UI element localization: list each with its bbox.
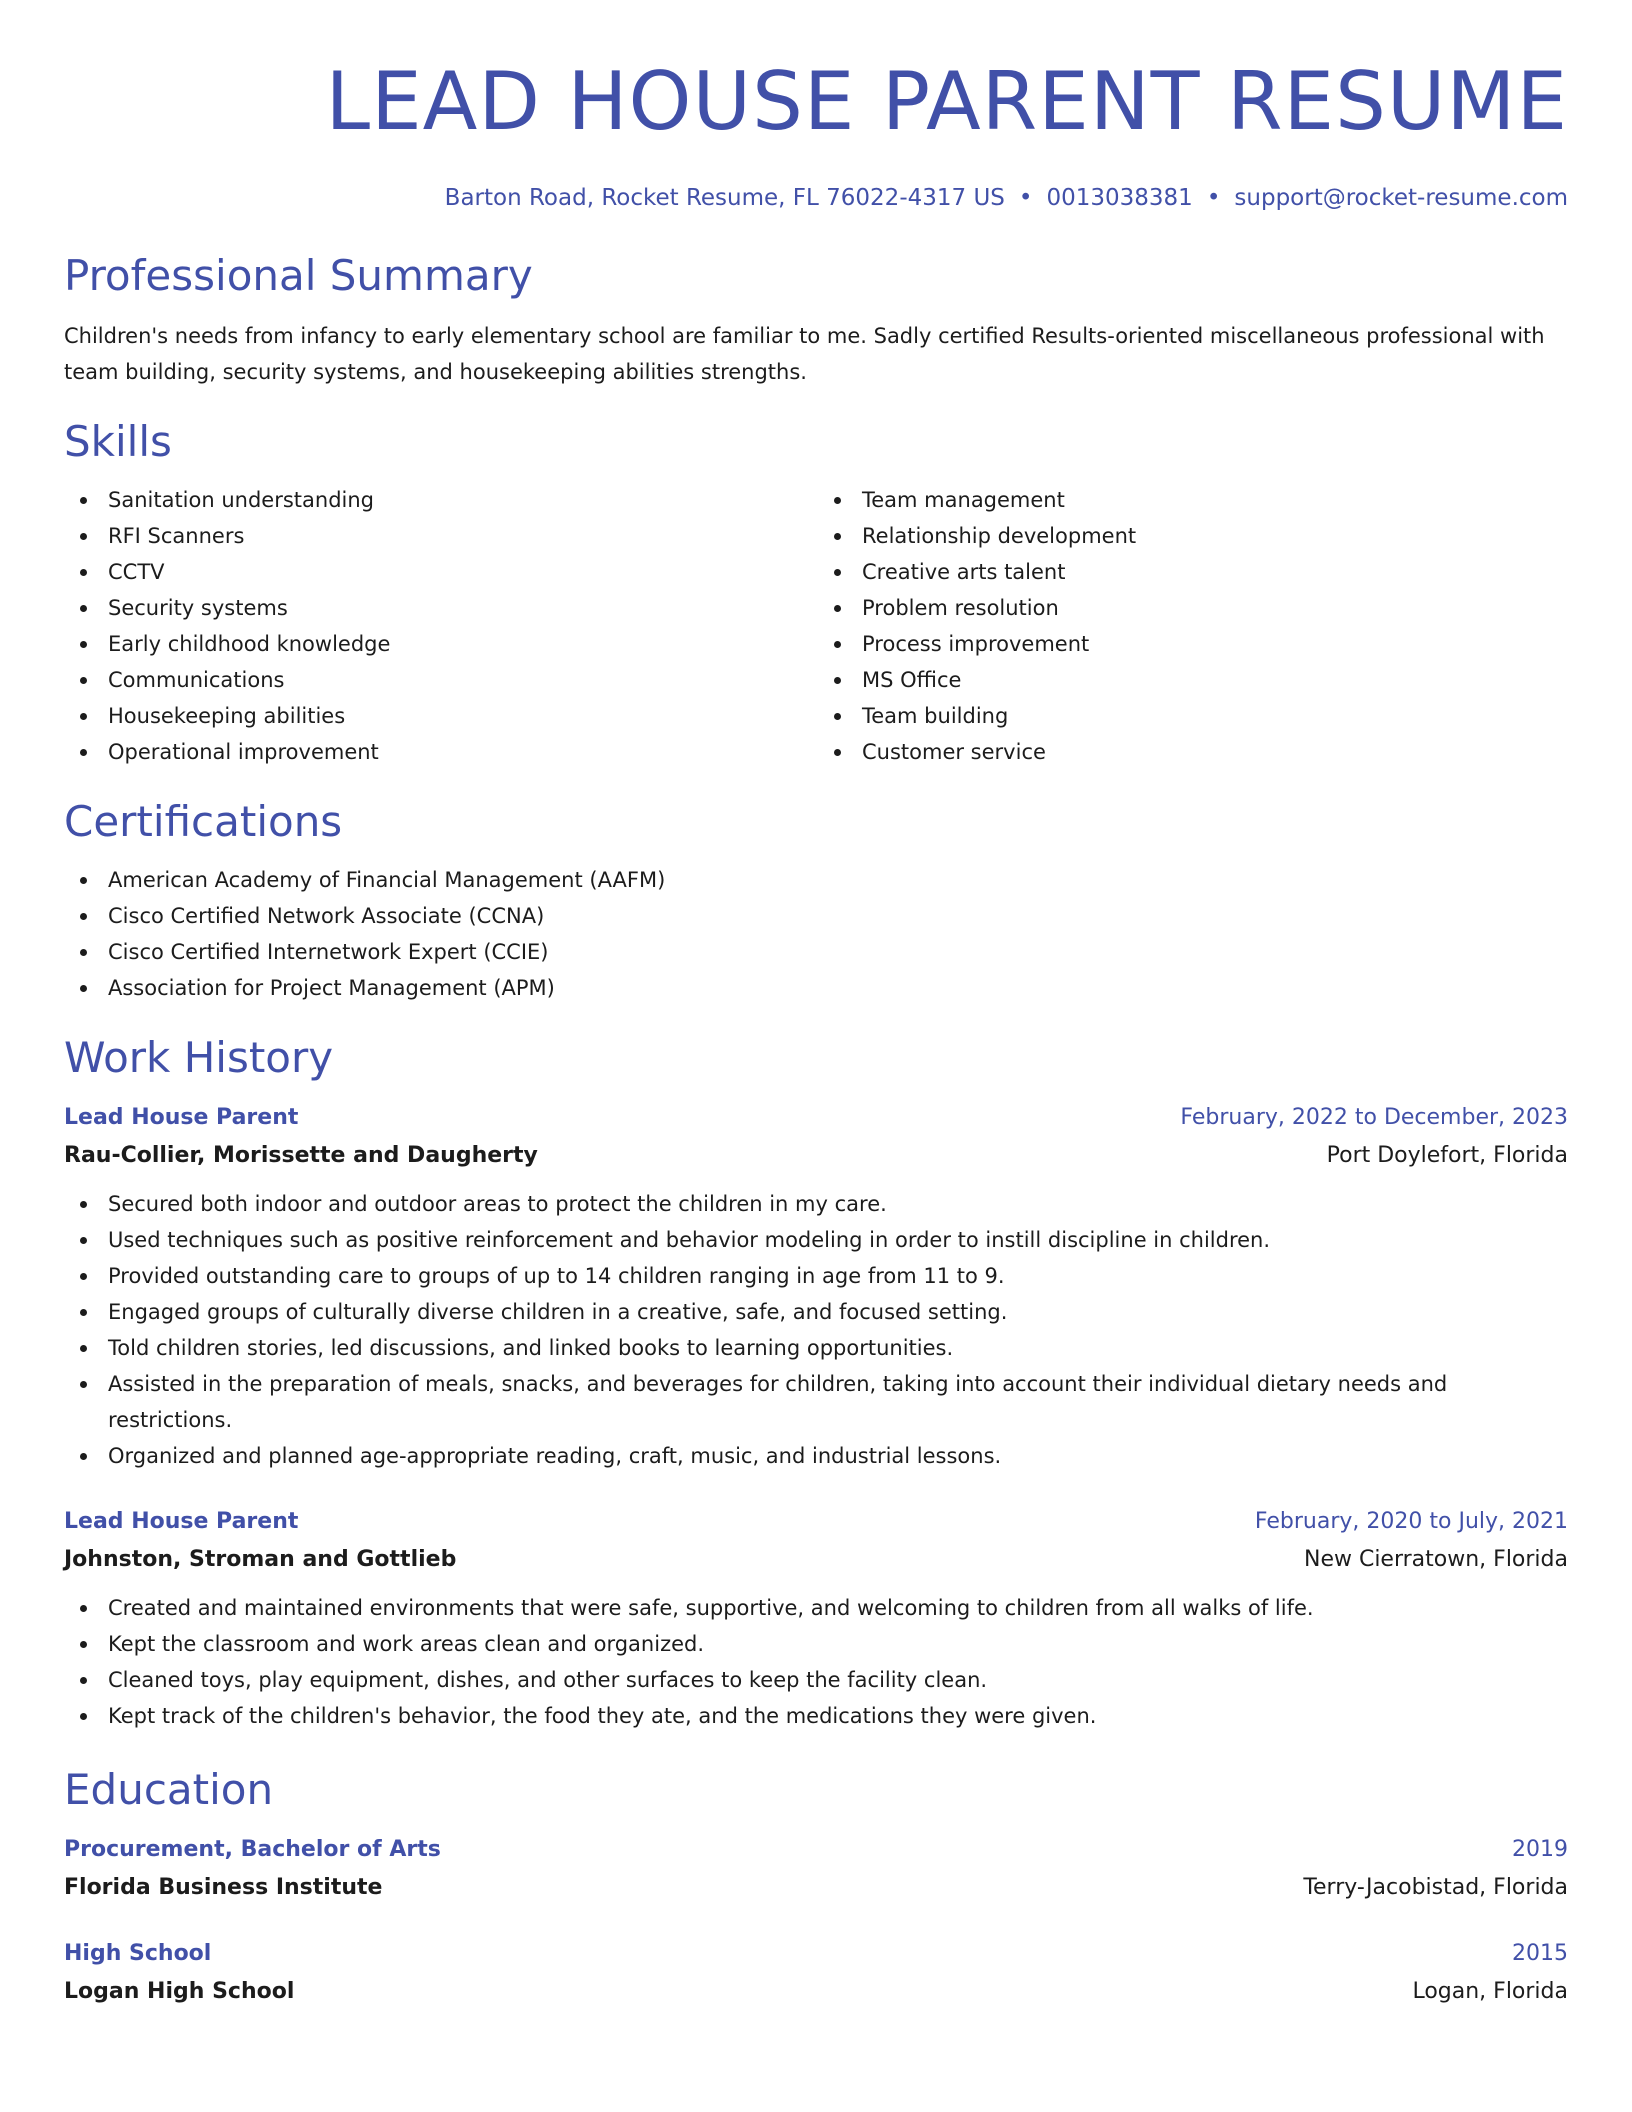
- education-school-row: [64, 1972, 1568, 2012]
- contact-email[interactable]: support@rocket-resume.com: [1234, 185, 1568, 211]
- skill-item: Customer service: [818, 734, 1568, 770]
- job-duty: Cleaned toys, play equipment, dishes, and other surfaces to keep the facility clean.: [64, 1662, 1568, 1698]
- job-header-row: [64, 1504, 1568, 1540]
- skill-item: Creative arts talent: [818, 554, 1568, 590]
- education-degree: Procurement, Bachelor of Arts: [64, 1837, 441, 1862]
- job-duty: Secured both indoor and outdoor areas to protect the children in my care.: [64, 1186, 1568, 1222]
- job-duties-list: [64, 1590, 1568, 1734]
- education-location: Terry-Jacobistad, Florida: [1303, 1875, 1568, 1900]
- contact-line: [64, 182, 1568, 214]
- skill-item: Relationship development: [818, 518, 1568, 554]
- work-heading: Work History: [64, 1033, 334, 1082]
- job-dates: February, 2020 to July, 2021: [1254, 1509, 1568, 1534]
- job-duties-list: [64, 1186, 1568, 1474]
- education-header-row: [64, 1936, 1568, 1972]
- contact-separator: •: [1206, 185, 1221, 211]
- job-location: New Cierratown, Florida: [1303, 1547, 1568, 1572]
- skill-item: Team building: [818, 698, 1568, 734]
- job-company: Rau-Collier, Morissette and Daugherty: [64, 1143, 538, 1168]
- certification-item: American Academy of Financial Management (AAFM): [64, 862, 1568, 898]
- job-company: Johnston, Stroman and Gottlieb: [64, 1547, 457, 1572]
- job-duty: Engaged groups of culturally diverse children in a creative, safe, and focused setting.: [64, 1294, 1568, 1330]
- job-duty: Told children stories, led discussions, and linked books to learning opportunities.: [64, 1330, 1568, 1366]
- skill-item: Process improvement: [818, 626, 1568, 662]
- education-entry: [64, 1832, 1568, 1908]
- skill-item: Sanitation understanding: [64, 482, 814, 518]
- job-company-row: [64, 1540, 1568, 1580]
- skills-grid: [64, 482, 1568, 770]
- skill-item: RFI Scanners: [64, 518, 814, 554]
- job-duty: Kept track of the children's behavior, the food they ate, and the medications they were given.: [64, 1698, 1568, 1734]
- resume-title: LEAD HOUSE PARENT RESUME: [325, 55, 1568, 148]
- job-duty: Created and maintained environments that were safe, supportive, and welcoming to children from all walks of life.: [64, 1590, 1568, 1626]
- skill-item: Problem resolution: [818, 590, 1568, 626]
- certifications-heading: Certifications: [64, 797, 343, 846]
- skill-item: Housekeeping abilities: [64, 698, 814, 734]
- job-entry: [64, 1100, 1568, 1474]
- certifications-section: [64, 794, 1568, 1006]
- job-company-row: [64, 1136, 1568, 1176]
- education-year: 2019: [1512, 1837, 1568, 1862]
- skill-item: Team management: [818, 482, 1568, 518]
- skill-item: Early childhood knowledge: [64, 626, 814, 662]
- job-role: Lead House Parent: [64, 1509, 299, 1534]
- education-heading: Education: [64, 1765, 274, 1814]
- job-duty: Provided outstanding care to groups of up to 14 children ranging in age from 11 to 9.: [64, 1258, 1568, 1294]
- job-location: Port Doylefort, Florida: [1326, 1143, 1568, 1168]
- job-duty: Kept the classroom and work areas clean and organized.: [64, 1626, 1568, 1662]
- skill-item: MS Office: [818, 662, 1568, 698]
- education-school-row: [64, 1868, 1568, 1908]
- education-year: 2015: [1512, 1941, 1568, 1966]
- summary-heading: Professional Summary: [64, 251, 533, 300]
- job-entry: [64, 1504, 1568, 1734]
- certification-item: Association for Project Management (APM): [64, 970, 1568, 1006]
- skill-item: Security systems: [64, 590, 814, 626]
- certification-item: Cisco Certified Network Associate (CCNA): [64, 898, 1568, 934]
- contact-separator: •: [1018, 185, 1033, 211]
- education-location: Logan, Florida: [1412, 1979, 1568, 2004]
- work-section: [64, 1030, 1568, 1734]
- skill-item: Communications: [64, 662, 814, 698]
- certifications-list: [64, 862, 1568, 1006]
- education-section: [64, 1762, 1568, 2012]
- skills-left-list: [64, 482, 814, 770]
- contact-address: Barton Road, Rocket Resume, FL 76022-4317 US: [444, 185, 1005, 211]
- job-duty: Assisted in the preparation of meals, snacks, and beverages for children, taking into account their individual dietary needs and restrictions.: [64, 1366, 1568, 1438]
- job-role: Lead House Parent: [64, 1105, 299, 1130]
- education-school: Logan High School: [64, 1979, 295, 2004]
- education-degree: High School: [64, 1941, 212, 1966]
- skills-section: [64, 414, 1568, 770]
- education-entry: [64, 1936, 1568, 2012]
- skills-right-list: [818, 482, 1568, 770]
- job-duty: Organized and planned age-appropriate reading, craft, music, and industrial lessons.: [64, 1438, 1568, 1474]
- job-header-row: [64, 1100, 1568, 1136]
- skills-heading: Skills: [64, 417, 172, 466]
- certification-item: Cisco Certified Internetwork Expert (CCIE): [64, 934, 1568, 970]
- summary-section: [64, 248, 1568, 390]
- skill-item: CCTV: [64, 554, 814, 590]
- job-dates: February, 2022 to December, 2023: [1180, 1105, 1568, 1130]
- contact-phone[interactable]: 0013038381: [1046, 185, 1193, 211]
- education-school: Florida Business Institute: [64, 1875, 383, 1900]
- skill-item: Operational improvement: [64, 734, 814, 770]
- job-duty: Used techniques such as positive reinforcement and behavior modeling in order to instill discipline in children.: [64, 1222, 1568, 1258]
- summary-text: Children's needs from infancy to early elementary school are familiar to me. Sadly certified Results-oriented miscellaneous professional with team building, security systems, and housekeeping abilities strengths.: [64, 324, 1545, 384]
- education-header-row: [64, 1832, 1568, 1868]
